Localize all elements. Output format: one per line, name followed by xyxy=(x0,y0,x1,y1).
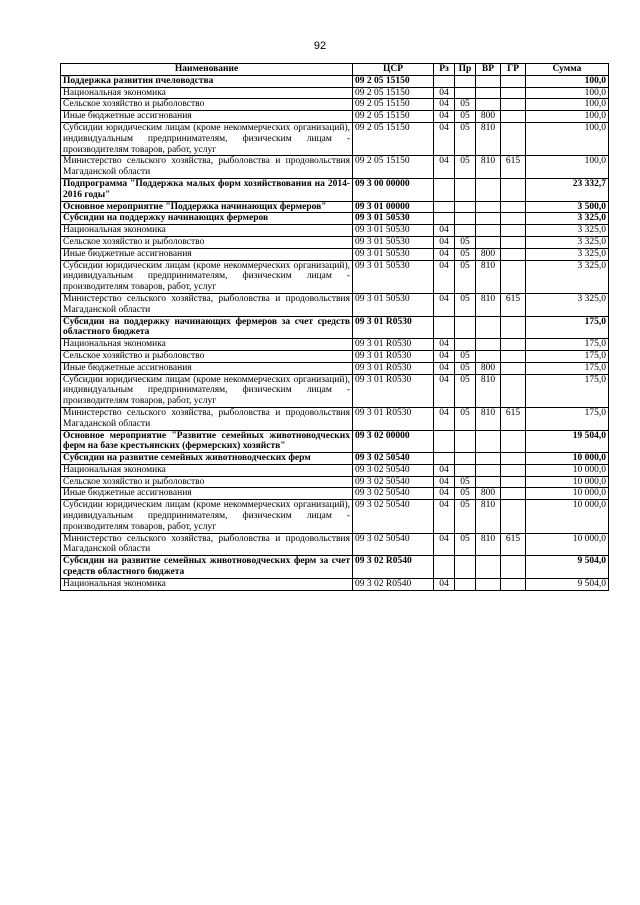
cell-csr: 09 3 02 50540 xyxy=(353,500,434,533)
cell-rz: 04 xyxy=(434,99,455,111)
cell-name: Иные бюджетные ассигнования xyxy=(61,248,353,260)
header-rz: Рз xyxy=(434,64,455,76)
cell-name: Национальная экономика xyxy=(61,578,353,590)
cell-csr: 09 3 02 00000 xyxy=(353,430,434,453)
cell-sum: 100,0 xyxy=(526,122,609,155)
table-row xyxy=(61,453,609,465)
cell-vr xyxy=(476,339,501,351)
cell-pr xyxy=(455,556,476,579)
cell-sum: 175,0 xyxy=(526,339,609,351)
cell-vr: 810 xyxy=(476,293,501,316)
cell-gr xyxy=(501,453,526,465)
header-pr: Пр xyxy=(455,64,476,76)
cell-pr xyxy=(455,178,476,201)
cell-pr: 05 xyxy=(455,122,476,155)
cell-gr xyxy=(501,178,526,201)
cell-sum: 175,0 xyxy=(526,316,609,339)
cell-gr xyxy=(501,87,526,99)
cell-csr: 09 3 02 R0540 xyxy=(353,578,434,590)
cell-gr xyxy=(501,111,526,123)
cell-csr: 09 3 02 50540 xyxy=(353,488,434,500)
table-row xyxy=(61,374,609,407)
cell-rz: 04 xyxy=(434,407,455,430)
cell-sum: 10 000,0 xyxy=(526,500,609,533)
cell-vr xyxy=(476,236,501,248)
table-row xyxy=(61,75,609,87)
table-row xyxy=(61,464,609,476)
cell-csr: 09 3 02 50540 xyxy=(353,476,434,488)
budget-table xyxy=(60,63,609,591)
cell-csr: 09 3 02 50540 xyxy=(353,533,434,556)
cell-gr xyxy=(501,430,526,453)
cell-sum: 3 325,0 xyxy=(526,236,609,248)
cell-name: Национальная экономика xyxy=(61,464,353,476)
cell-pr xyxy=(455,464,476,476)
cell-csr: 09 3 01 R0530 xyxy=(353,350,434,362)
cell-gr: 615 xyxy=(501,407,526,430)
cell-sum: 10 000,0 xyxy=(526,453,609,465)
cell-csr: 09 3 02 R0540 xyxy=(353,556,434,579)
cell-name: Национальная экономика xyxy=(61,339,353,351)
cell-name: Иные бюджетные ассигнования xyxy=(61,111,353,123)
cell-rz: 04 xyxy=(434,236,455,248)
cell-vr xyxy=(476,225,501,237)
cell-rz: 04 xyxy=(434,464,455,476)
cell-vr xyxy=(476,578,501,590)
table-row xyxy=(61,87,609,99)
table-row xyxy=(61,339,609,351)
cell-pr xyxy=(455,87,476,99)
cell-sum: 175,0 xyxy=(526,350,609,362)
cell-vr xyxy=(476,201,501,213)
cell-gr xyxy=(501,99,526,111)
cell-gr xyxy=(501,316,526,339)
cell-pr xyxy=(455,225,476,237)
cell-vr xyxy=(476,430,501,453)
cell-name: Субсидии на поддержку начинающих фермеров за счет средств областного бюджета xyxy=(61,316,353,339)
cell-sum: 100,0 xyxy=(526,75,609,87)
cell-vr: 800 xyxy=(476,248,501,260)
cell-gr xyxy=(501,488,526,500)
cell-sum: 3 500,0 xyxy=(526,201,609,213)
cell-sum: 10 000,0 xyxy=(526,464,609,476)
cell-gr xyxy=(501,248,526,260)
table-row xyxy=(61,316,609,339)
cell-pr: 05 xyxy=(455,293,476,316)
cell-pr: 05 xyxy=(455,260,476,293)
cell-name: Субсидии юридическим лицам (кроме некоммерческих организаций), индивидуальным предпринимателям, физическим лицам - производителям товаров, работ, услуг xyxy=(61,500,353,533)
table-row xyxy=(61,213,609,225)
cell-gr xyxy=(501,476,526,488)
cell-vr xyxy=(476,87,501,99)
cell-csr: 09 3 01 R0530 xyxy=(353,374,434,407)
cell-sum: 19 504,0 xyxy=(526,430,609,453)
cell-sum: 9 504,0 xyxy=(526,556,609,579)
cell-sum: 3 325,0 xyxy=(526,260,609,293)
cell-csr: 09 3 02 50540 xyxy=(353,464,434,476)
table-row xyxy=(61,350,609,362)
cell-sum: 10 000,0 xyxy=(526,476,609,488)
table-row xyxy=(61,111,609,123)
cell-vr: 800 xyxy=(476,488,501,500)
cell-rz: 04 xyxy=(434,362,455,374)
cell-csr: 09 3 02 50540 xyxy=(353,453,434,465)
cell-pr: 05 xyxy=(455,111,476,123)
table-row xyxy=(61,578,609,590)
cell-sum: 10 000,0 xyxy=(526,488,609,500)
cell-pr: 05 xyxy=(455,500,476,533)
cell-sum: 175,0 xyxy=(526,407,609,430)
cell-csr: 09 2 05 15150 xyxy=(353,122,434,155)
cell-vr xyxy=(476,464,501,476)
cell-gr xyxy=(501,339,526,351)
cell-rz xyxy=(434,178,455,201)
table-row xyxy=(61,533,609,556)
cell-pr xyxy=(455,201,476,213)
cell-pr: 05 xyxy=(455,533,476,556)
cell-name: Субсидии юридическим лицам (кроме некоммерческих организаций), индивидуальным предпринимателям, физическим лицам - производителям товаров, работ, услуг xyxy=(61,122,353,155)
cell-vr xyxy=(476,350,501,362)
cell-gr: 615 xyxy=(501,156,526,179)
cell-pr: 05 xyxy=(455,407,476,430)
cell-vr xyxy=(476,99,501,111)
cell-vr xyxy=(476,476,501,488)
cell-pr: 05 xyxy=(455,488,476,500)
cell-vr: 810 xyxy=(476,533,501,556)
page-number: 92 xyxy=(313,40,327,52)
cell-rz: 04 xyxy=(434,533,455,556)
cell-vr: 800 xyxy=(476,362,501,374)
cell-name: Поддержка развития пчеловодства xyxy=(61,75,353,87)
cell-rz: 04 xyxy=(434,500,455,533)
cell-name: Иные бюджетные ассигнования xyxy=(61,362,353,374)
cell-rz: 04 xyxy=(434,374,455,407)
cell-sum: 3 325,0 xyxy=(526,248,609,260)
cell-gr xyxy=(501,236,526,248)
cell-sum: 175,0 xyxy=(526,362,609,374)
cell-name: Министерство сельского хозяйства, рыболовства и продовольствия Магаданской области xyxy=(61,293,353,316)
cell-sum: 3 325,0 xyxy=(526,213,609,225)
cell-rz xyxy=(434,75,455,87)
cell-name: Министерство сельского хозяйства, рыболовства и продовольствия Магаданской области xyxy=(61,156,353,179)
cell-vr xyxy=(476,75,501,87)
table-row xyxy=(61,248,609,260)
table-row xyxy=(61,556,609,579)
table-row xyxy=(61,488,609,500)
cell-vr: 810 xyxy=(476,407,501,430)
cell-gr xyxy=(501,225,526,237)
cell-name: Сельское хозяйство и рыболовство xyxy=(61,476,353,488)
cell-csr: 09 3 01 50530 xyxy=(353,213,434,225)
cell-pr: 05 xyxy=(455,476,476,488)
cell-csr: 09 3 01 R0530 xyxy=(353,407,434,430)
cell-rz: 04 xyxy=(434,87,455,99)
cell-csr: 09 2 05 15150 xyxy=(353,99,434,111)
cell-gr xyxy=(501,464,526,476)
cell-rz xyxy=(434,316,455,339)
cell-sum: 100,0 xyxy=(526,156,609,179)
cell-gr xyxy=(501,578,526,590)
cell-pr: 05 xyxy=(455,248,476,260)
table-row xyxy=(61,99,609,111)
cell-csr: 09 3 00 00000 xyxy=(353,178,434,201)
cell-rz: 04 xyxy=(434,111,455,123)
cell-csr: 09 3 01 R0530 xyxy=(353,316,434,339)
cell-sum: 9 504,0 xyxy=(526,578,609,590)
cell-rz: 04 xyxy=(434,476,455,488)
cell-gr: 615 xyxy=(501,533,526,556)
cell-rz: 04 xyxy=(434,260,455,293)
cell-vr: 810 xyxy=(476,260,501,293)
cell-vr xyxy=(476,453,501,465)
cell-pr: 05 xyxy=(455,156,476,179)
header-csr: ЦСР xyxy=(353,64,434,76)
cell-sum: 100,0 xyxy=(526,111,609,123)
table-row xyxy=(61,362,609,374)
cell-csr: 09 3 01 50530 xyxy=(353,225,434,237)
cell-csr: 09 2 05 15150 xyxy=(353,87,434,99)
cell-csr: 09 2 05 15150 xyxy=(353,156,434,179)
cell-vr: 810 xyxy=(476,374,501,407)
cell-name: Сельское хозяйство и рыболовство xyxy=(61,99,353,111)
cell-csr: 09 2 05 15150 xyxy=(353,111,434,123)
cell-vr xyxy=(476,556,501,579)
table-row xyxy=(61,500,609,533)
cell-csr: 09 3 01 00000 xyxy=(353,201,434,213)
cell-vr xyxy=(476,178,501,201)
table-row xyxy=(61,260,609,293)
cell-gr xyxy=(501,374,526,407)
cell-rz: 04 xyxy=(434,156,455,179)
table-body xyxy=(61,75,609,590)
cell-rz: 04 xyxy=(434,293,455,316)
cell-gr xyxy=(501,362,526,374)
table-row xyxy=(61,201,609,213)
cell-rz xyxy=(434,430,455,453)
cell-pr xyxy=(455,75,476,87)
cell-csr: 09 3 01 R0530 xyxy=(353,339,434,351)
cell-name: Министерство сельского хозяйства, рыболовства и продовольствия Магаданской области xyxy=(61,533,353,556)
cell-pr xyxy=(455,213,476,225)
cell-name: Сельское хозяйство и рыболовство xyxy=(61,350,353,362)
cell-csr: 09 2 05 15150 xyxy=(353,75,434,87)
cell-csr: 09 3 01 50530 xyxy=(353,236,434,248)
cell-pr: 05 xyxy=(455,374,476,407)
table-row xyxy=(61,122,609,155)
cell-rz: 04 xyxy=(434,339,455,351)
cell-sum: 10 000,0 xyxy=(526,533,609,556)
cell-pr: 05 xyxy=(455,350,476,362)
cell-pr xyxy=(455,453,476,465)
cell-gr xyxy=(501,260,526,293)
table-row xyxy=(61,476,609,488)
cell-pr xyxy=(455,339,476,351)
cell-gr xyxy=(501,213,526,225)
table-row xyxy=(61,225,609,237)
cell-rz: 04 xyxy=(434,488,455,500)
cell-gr xyxy=(501,500,526,533)
cell-rz xyxy=(434,556,455,579)
cell-pr xyxy=(455,430,476,453)
table-row xyxy=(61,407,609,430)
cell-name: Основное мероприятие "Поддержка начинающих фермеров" xyxy=(61,201,353,213)
cell-vr xyxy=(476,316,501,339)
cell-name: Субсидии на развитие семейных животноводческих ферм за счет средств областного бюджета xyxy=(61,556,353,579)
table-row xyxy=(61,430,609,453)
cell-gr xyxy=(501,350,526,362)
cell-pr: 05 xyxy=(455,99,476,111)
cell-gr xyxy=(501,75,526,87)
cell-pr: 05 xyxy=(455,362,476,374)
table-row xyxy=(61,236,609,248)
cell-gr xyxy=(501,201,526,213)
cell-name: Субсидии на поддержку начинающих фермеров xyxy=(61,213,353,225)
cell-vr: 800 xyxy=(476,111,501,123)
cell-csr: 09 3 01 50530 xyxy=(353,248,434,260)
cell-rz xyxy=(434,453,455,465)
cell-rz: 04 xyxy=(434,350,455,362)
header-name: Наименование xyxy=(61,64,353,76)
cell-sum: 100,0 xyxy=(526,87,609,99)
cell-name: Подпрограмма "Поддержка малых форм хозяйствования на 2014-2016 годы" xyxy=(61,178,353,201)
cell-pr xyxy=(455,316,476,339)
cell-name: Субсидии юридическим лицам (кроме некоммерческих организаций), индивидуальным предпринимателям, физическим лицам - производителям товаров, работ, услуг xyxy=(61,374,353,407)
cell-name: Сельское хозяйство и рыболовство xyxy=(61,236,353,248)
cell-gr: 615 xyxy=(501,293,526,316)
cell-rz: 04 xyxy=(434,225,455,237)
cell-gr xyxy=(501,122,526,155)
cell-sum: 175,0 xyxy=(526,374,609,407)
cell-csr: 09 3 01 50530 xyxy=(353,293,434,316)
cell-vr: 810 xyxy=(476,500,501,533)
cell-name: Субсидии на развитие семейных животноводческих ферм xyxy=(61,453,353,465)
cell-vr xyxy=(476,213,501,225)
cell-csr: 09 3 01 R0530 xyxy=(353,362,434,374)
cell-name: Основное мероприятие "Развитие семейных животноводческих ферм на базе крестьянских (фермерских) хозяйств" xyxy=(61,430,353,453)
cell-name: Национальная экономика xyxy=(61,87,353,99)
cell-vr: 810 xyxy=(476,156,501,179)
cell-sum: 100,0 xyxy=(526,99,609,111)
cell-gr xyxy=(501,556,526,579)
table-row xyxy=(61,178,609,201)
cell-rz xyxy=(434,201,455,213)
header-gr: ГР xyxy=(501,64,526,76)
cell-vr: 810 xyxy=(476,122,501,155)
cell-pr: 05 xyxy=(455,236,476,248)
cell-name: Субсидии юридическим лицам (кроме некоммерческих организаций), индивидуальным предпринимателям, физическим лицам - производителям товаров, работ, услуг xyxy=(61,260,353,293)
cell-name: Иные бюджетные ассигнования xyxy=(61,488,353,500)
cell-sum: 3 325,0 xyxy=(526,293,609,316)
cell-sum: 23 332,7 xyxy=(526,178,609,201)
table-header-row xyxy=(61,64,609,76)
cell-rz: 04 xyxy=(434,122,455,155)
cell-csr: 09 3 01 50530 xyxy=(353,260,434,293)
cell-rz: 04 xyxy=(434,578,455,590)
cell-rz xyxy=(434,213,455,225)
cell-sum: 3 325,0 xyxy=(526,225,609,237)
cell-name: Национальная экономика xyxy=(61,225,353,237)
cell-rz: 04 xyxy=(434,248,455,260)
table-row xyxy=(61,293,609,316)
header-sum: Сумма xyxy=(526,64,609,76)
cell-name: Министерство сельского хозяйства, рыболовства и продовольствия Магаданской области xyxy=(61,407,353,430)
header-vr: ВР xyxy=(476,64,501,76)
table-row xyxy=(61,156,609,179)
cell-pr xyxy=(455,578,476,590)
